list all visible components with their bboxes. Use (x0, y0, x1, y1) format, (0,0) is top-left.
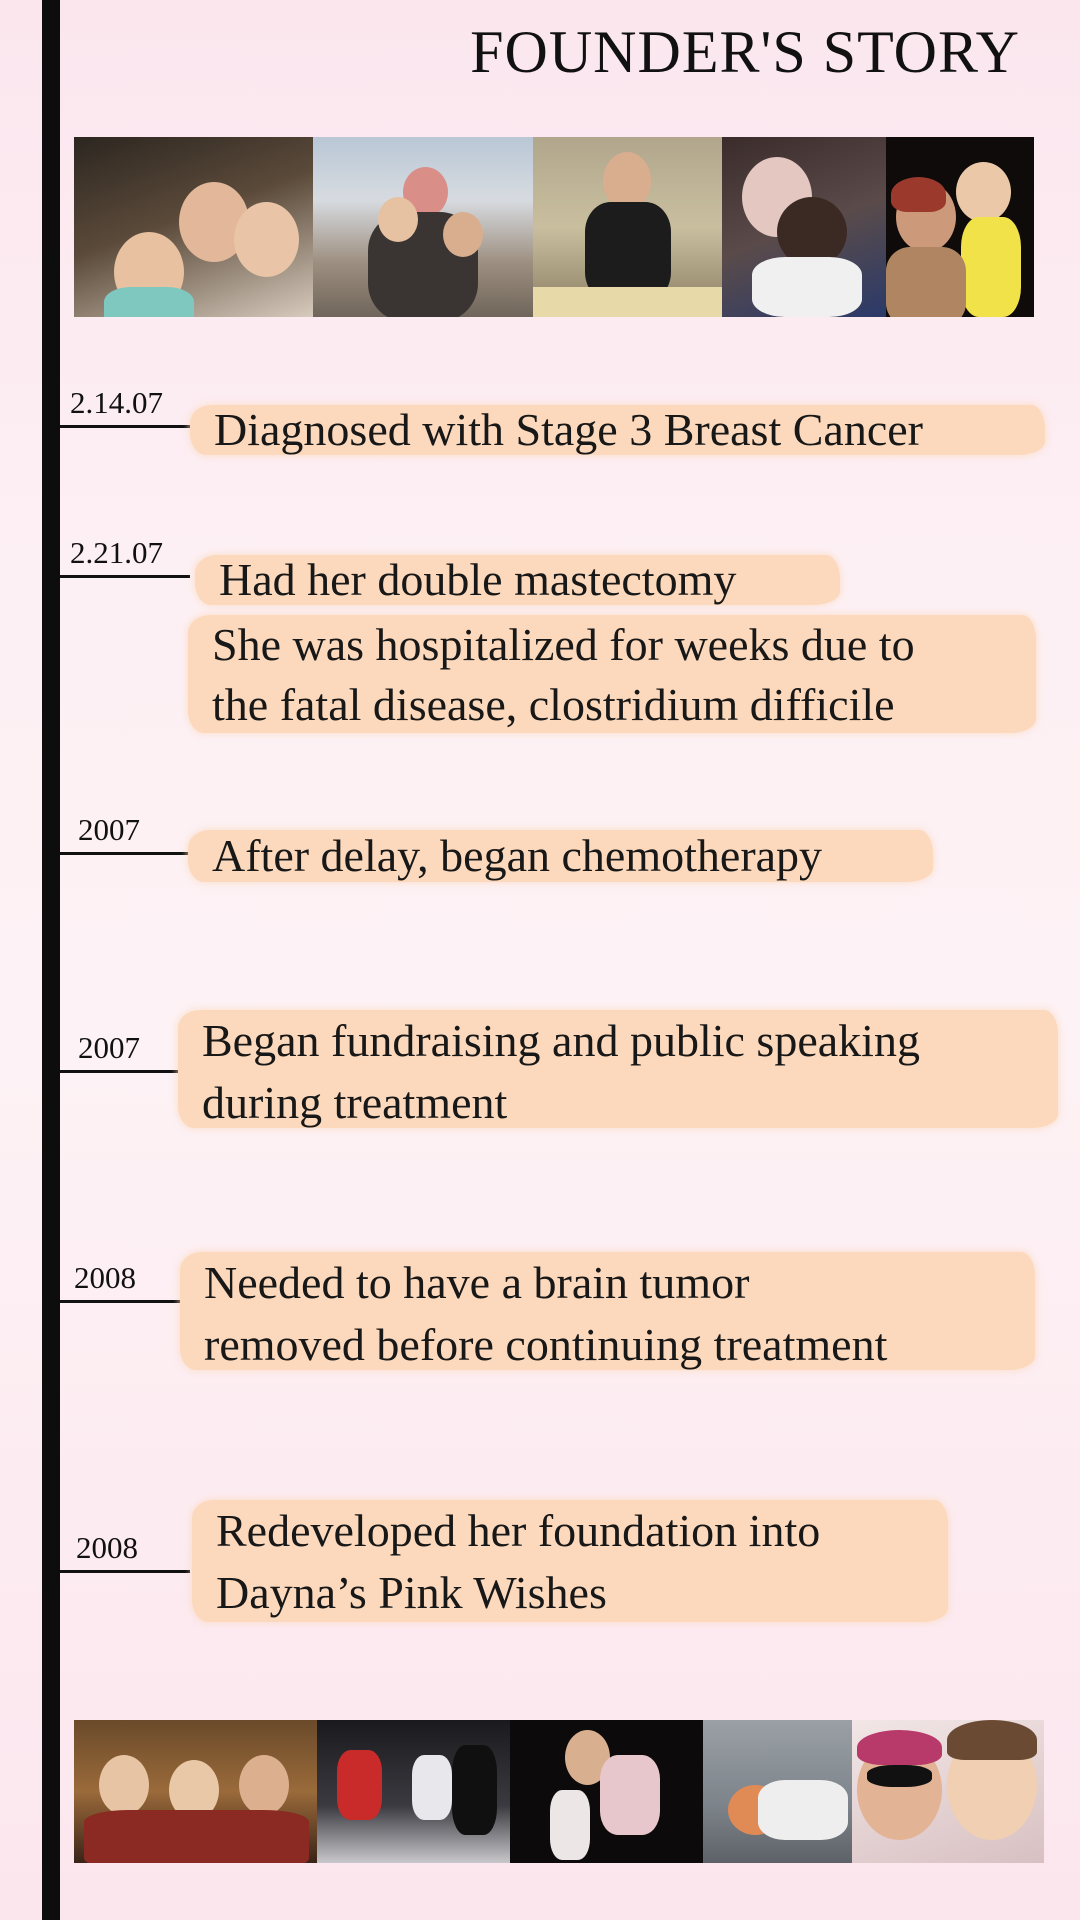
timeline-tick (60, 852, 190, 855)
top-photo-strip (74, 137, 1034, 317)
timeline-tick (60, 1300, 190, 1303)
photo-woman-smiling (533, 137, 722, 317)
timeline-tick (60, 575, 190, 578)
photo-hug-child (722, 137, 886, 317)
timeline-tick (60, 1570, 190, 1573)
photo-family-restaurant (74, 137, 313, 317)
bottom-photo-strip (74, 1720, 1044, 1863)
photo-sunglasses-boy (852, 1720, 1044, 1863)
timeline-date: 2007 (78, 1030, 140, 1065)
photo-snow-night (317, 1720, 510, 1863)
photo-three-women (74, 1720, 317, 1863)
timeline-date: 2008 (76, 1530, 138, 1565)
photo-hospital-bed (703, 1720, 852, 1863)
timeline-date: 2008 (74, 1260, 136, 1295)
timeline-date: 2007 (78, 812, 140, 847)
timeline-bar (42, 0, 60, 1920)
timeline-tick (60, 425, 190, 428)
timeline-event: After delay, began chemotherapy (188, 830, 933, 882)
photo-bandana-girl (886, 137, 1034, 317)
timeline-date: 2.21.07 (70, 535, 163, 570)
photo-boardwalk-kids (313, 137, 533, 317)
timeline-event-hospitalized: She was hospitalized for weeks due to the fatal disease, clostridium difficile (188, 615, 1036, 733)
timeline-event: Diagnosed with Stage 3 Breast Cancer (190, 405, 1045, 455)
timeline-event: Began fundraising and public speaking during treatment (178, 1010, 1058, 1128)
timeline-event: Had her double mastectomy (195, 555, 840, 605)
photo-party-child (510, 1720, 703, 1863)
page-title: FOUNDER'S STORY (470, 19, 1020, 85)
timeline-event: Needed to have a brain tumor removed before continuing treatment (180, 1252, 1035, 1370)
timeline-date: 2.14.07 (70, 385, 163, 420)
timeline-tick (60, 1070, 190, 1073)
timeline-event: Redeveloped her foundation into Dayna’s Pink Wishes (192, 1500, 948, 1622)
